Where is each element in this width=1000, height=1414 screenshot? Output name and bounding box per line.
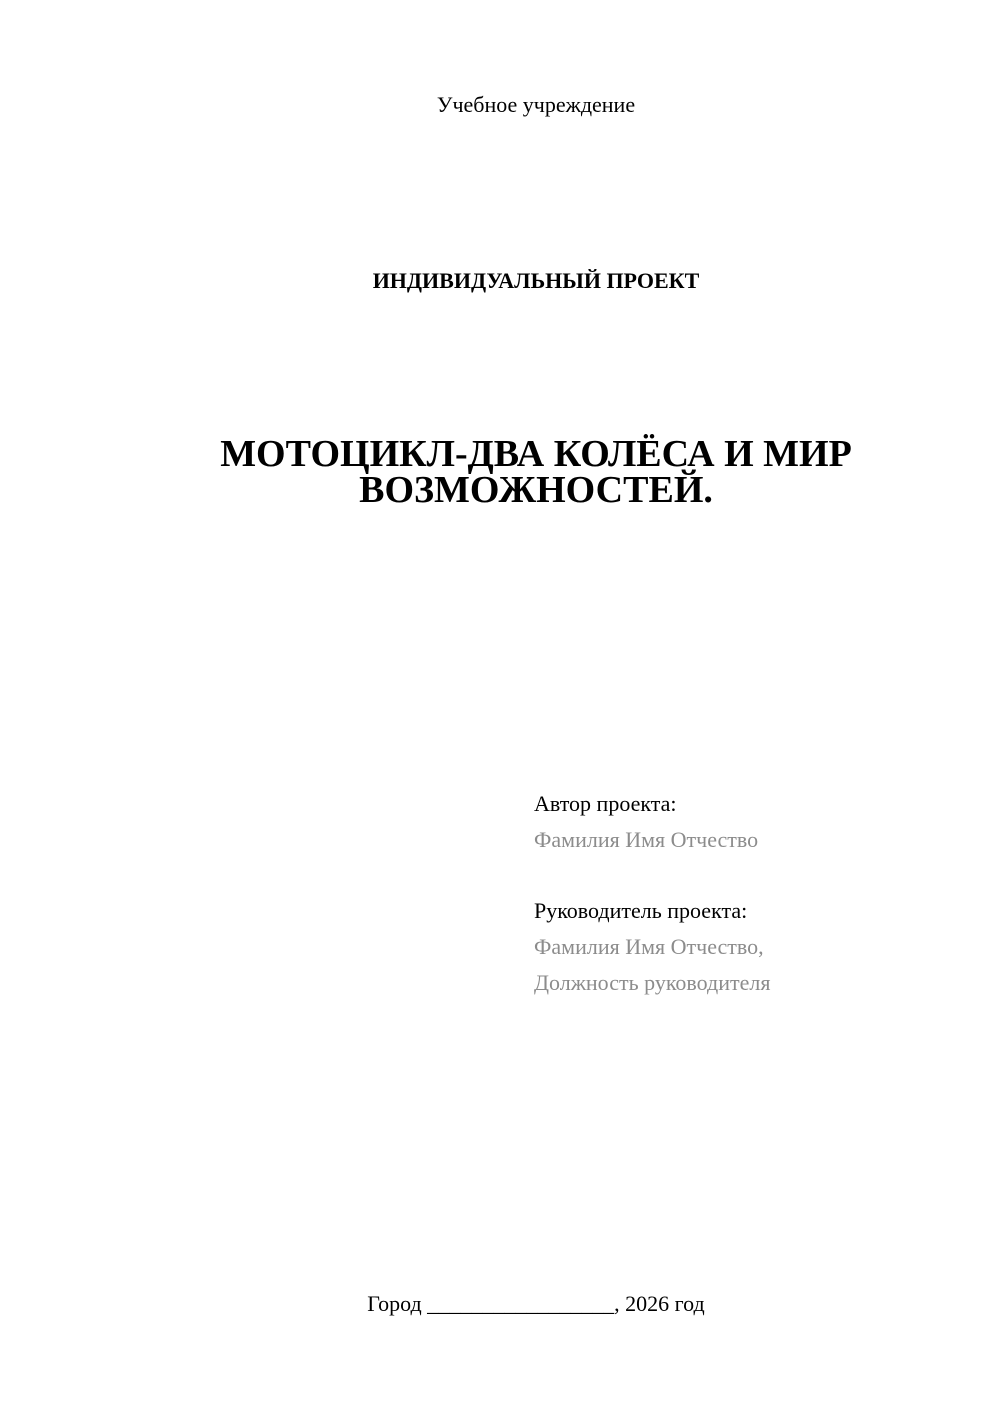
city-year-line: Город _________________, 2026 год	[367, 1291, 705, 1316]
author-block	[534, 786, 974, 858]
institution-name: Учебное учреждение	[436, 92, 636, 117]
supervisor-name-placeholder: Фамилия Имя Отчество,	[534, 934, 764, 959]
author-name-placeholder: Фамилия Имя Отчество	[534, 827, 759, 852]
project-title-line-1: МОТОЦИКЛ-ДВА КОЛЁСА И МИР	[220, 433, 852, 475]
author-label: Автор проекта:	[534, 791, 677, 816]
supervisor-position-placeholder: Должность руководителя	[534, 970, 771, 995]
supervisor-block	[534, 893, 974, 1001]
supervisor-label: Руководитель проекта:	[534, 898, 748, 923]
project-title	[180, 433, 892, 511]
project-title-line-2: ВОЗМОЖНОСТЕЙ.	[359, 469, 713, 511]
document-type-heading: ИНДИВИДУАЛЬНЫЙ ПРОЕКТ	[372, 268, 700, 293]
